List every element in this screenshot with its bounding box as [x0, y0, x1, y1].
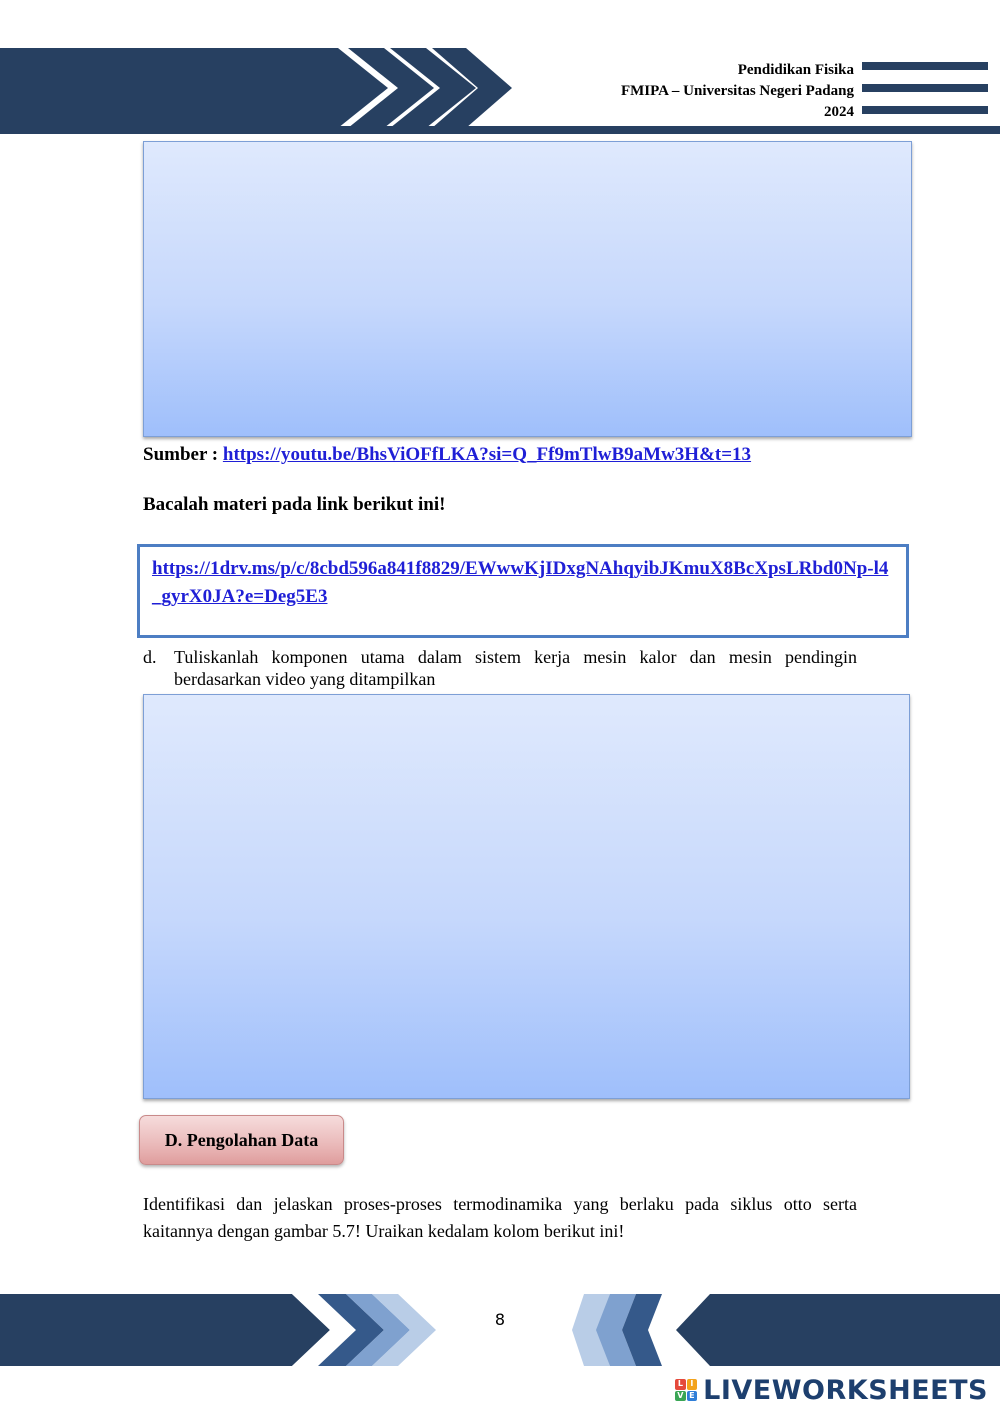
header-program: Pendidikan Fisika — [737, 62, 854, 78]
question-d — [143, 646, 857, 690]
question-marker: d. — [143, 647, 157, 667]
answer-input-box[interactable] — [143, 694, 910, 1099]
header-university: FMIPA – Universitas Negeri Padang — [620, 83, 854, 99]
page-number: 8 — [494, 1310, 506, 1329]
liveworksheets-wordmark: LIVEWORKSHEETS — [703, 1374, 988, 1406]
source-label: Sumber : — [143, 444, 223, 465]
section-heading: D. Pengolahan Data — [139, 1115, 344, 1165]
material-link-box — [137, 544, 909, 638]
source-line — [143, 444, 751, 466]
material-link[interactable]: https://1drv.ms/p/c/8cbd596a841f8829/EWwwKjIDxgNAhqyibJKmuX8BcXpsLRbd0Np-l4_gyrX0JA?e=Deg5E3 — [152, 558, 889, 607]
footer-banner — [0, 1290, 1000, 1370]
header-institution — [621, 60, 854, 123]
liveworksheets-logo-icon: L I V E — [675, 1379, 697, 1401]
task-paragraph: Identifikasi dan jelaskan proses-proses termodinamika yang berlaku pada siklus otto serta kaitannya dengan gambar 5.7! Uraikan kedalam kolom berikut ini! — [143, 1194, 857, 1241]
liveworksheets-brand[interactable] — [675, 1372, 988, 1408]
video-embed-box[interactable] — [143, 141, 912, 437]
reading-instruction: Bacalah materi pada link berikut ini! — [143, 494, 446, 515]
question-text: Tuliskanlah komponen utama dalam sistem kerja mesin kalor dan mesin pendingin berdasarkan video yang ditampilkan — [174, 647, 857, 689]
header-year: 2024 — [824, 104, 854, 120]
source-video-link[interactable]: https://youtu.be/BhsViOFfLKA?si=Q_Ff9mTlwB9aMw3H&t=13 — [222, 444, 752, 465]
